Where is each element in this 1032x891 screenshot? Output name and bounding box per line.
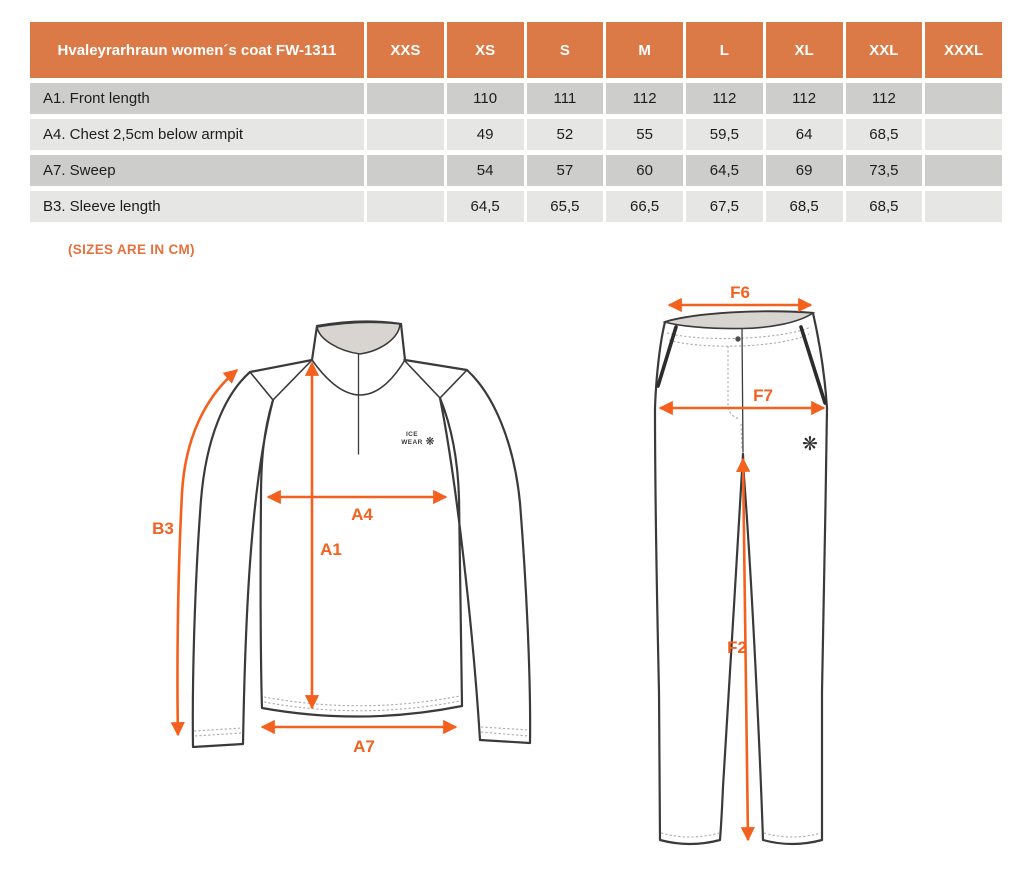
value-cell: 73,5 <box>846 155 923 186</box>
product-header-cell: Hvaleyrarhraun women´s coat FW-1311 <box>30 22 364 78</box>
value-cell: 60 <box>606 155 683 186</box>
size-header-xxxl: XXXL <box>925 22 1002 78</box>
value-cell: 52 <box>527 119 604 150</box>
size-header-m: M <box>606 22 683 78</box>
value-cell: 64 <box>766 119 843 150</box>
f7-label: F7 <box>753 386 773 405</box>
value-cell: 55 <box>606 119 683 150</box>
pants-body-outline <box>655 311 827 844</box>
value-cell: 66,5 <box>606 191 683 222</box>
value-cell <box>367 191 444 222</box>
size-table <box>30 22 1002 222</box>
a7-label: A7 <box>353 737 375 756</box>
pants-diagram <box>640 282 890 872</box>
value-cell: 64,5 <box>447 191 524 222</box>
sweater-diagram <box>140 298 552 778</box>
value-cell: 112 <box>686 83 763 114</box>
value-cell: 57 <box>527 155 604 186</box>
value-cell <box>367 155 444 186</box>
sizes-note: (SIZES ARE IN CM) <box>68 242 195 257</box>
pants-drawing <box>655 311 827 844</box>
logo-text-line2: WEAR <box>401 439 423 446</box>
value-cell: 69 <box>766 155 843 186</box>
size-header-s: S <box>527 22 604 78</box>
value-cell: 111 <box>527 83 604 114</box>
sweater-body-outline <box>193 321 530 747</box>
value-cell <box>925 191 1002 222</box>
waist-button <box>735 336 740 341</box>
row-label-chest: A4. Chest 2,5cm below armpit <box>30 119 364 150</box>
value-cell: 110 <box>447 83 524 114</box>
size-header-xl: XL <box>766 22 843 78</box>
value-cell: 54 <box>447 155 524 186</box>
row-label-sleeve-length: B3. Sleeve length <box>30 191 364 222</box>
value-cell: 67,5 <box>686 191 763 222</box>
value-cell <box>925 83 1002 114</box>
value-cell: 68,5 <box>766 191 843 222</box>
a1-label: A1 <box>320 540 342 559</box>
row-label-front-length: A1. Front length <box>30 83 364 114</box>
value-cell <box>367 119 444 150</box>
value-cell: 112 <box>606 83 683 114</box>
value-cell: 68,5 <box>846 191 923 222</box>
size-header-xs: XS <box>447 22 524 78</box>
value-cell <box>925 155 1002 186</box>
value-cell <box>925 119 1002 150</box>
value-cell: 68,5 <box>846 119 923 150</box>
row-label-sweep: A7. Sweep <box>30 155 364 186</box>
f2-label: F2 <box>727 638 747 657</box>
value-cell: 59,5 <box>686 119 763 150</box>
value-cell <box>367 83 444 114</box>
value-cell: 65,5 <box>527 191 604 222</box>
a4-label: A4 <box>351 505 373 524</box>
value-cell: 49 <box>447 119 524 150</box>
snowflake-logo-icon: ❋ <box>802 433 818 455</box>
sweater-drawing <box>193 321 530 747</box>
size-header-xxs: XXS <box>367 22 444 78</box>
b3-label: B3 <box>152 519 174 538</box>
snowflake-icon: ❋ <box>425 435 435 448</box>
value-cell: 64,5 <box>686 155 763 186</box>
value-cell: 112 <box>846 83 923 114</box>
f6-label: F6 <box>730 283 750 302</box>
size-header-xxl: XXL <box>846 22 923 78</box>
value-cell: 112 <box>766 83 843 114</box>
logo-text-line1: ICE <box>405 431 419 438</box>
size-header-l: L <box>686 22 763 78</box>
